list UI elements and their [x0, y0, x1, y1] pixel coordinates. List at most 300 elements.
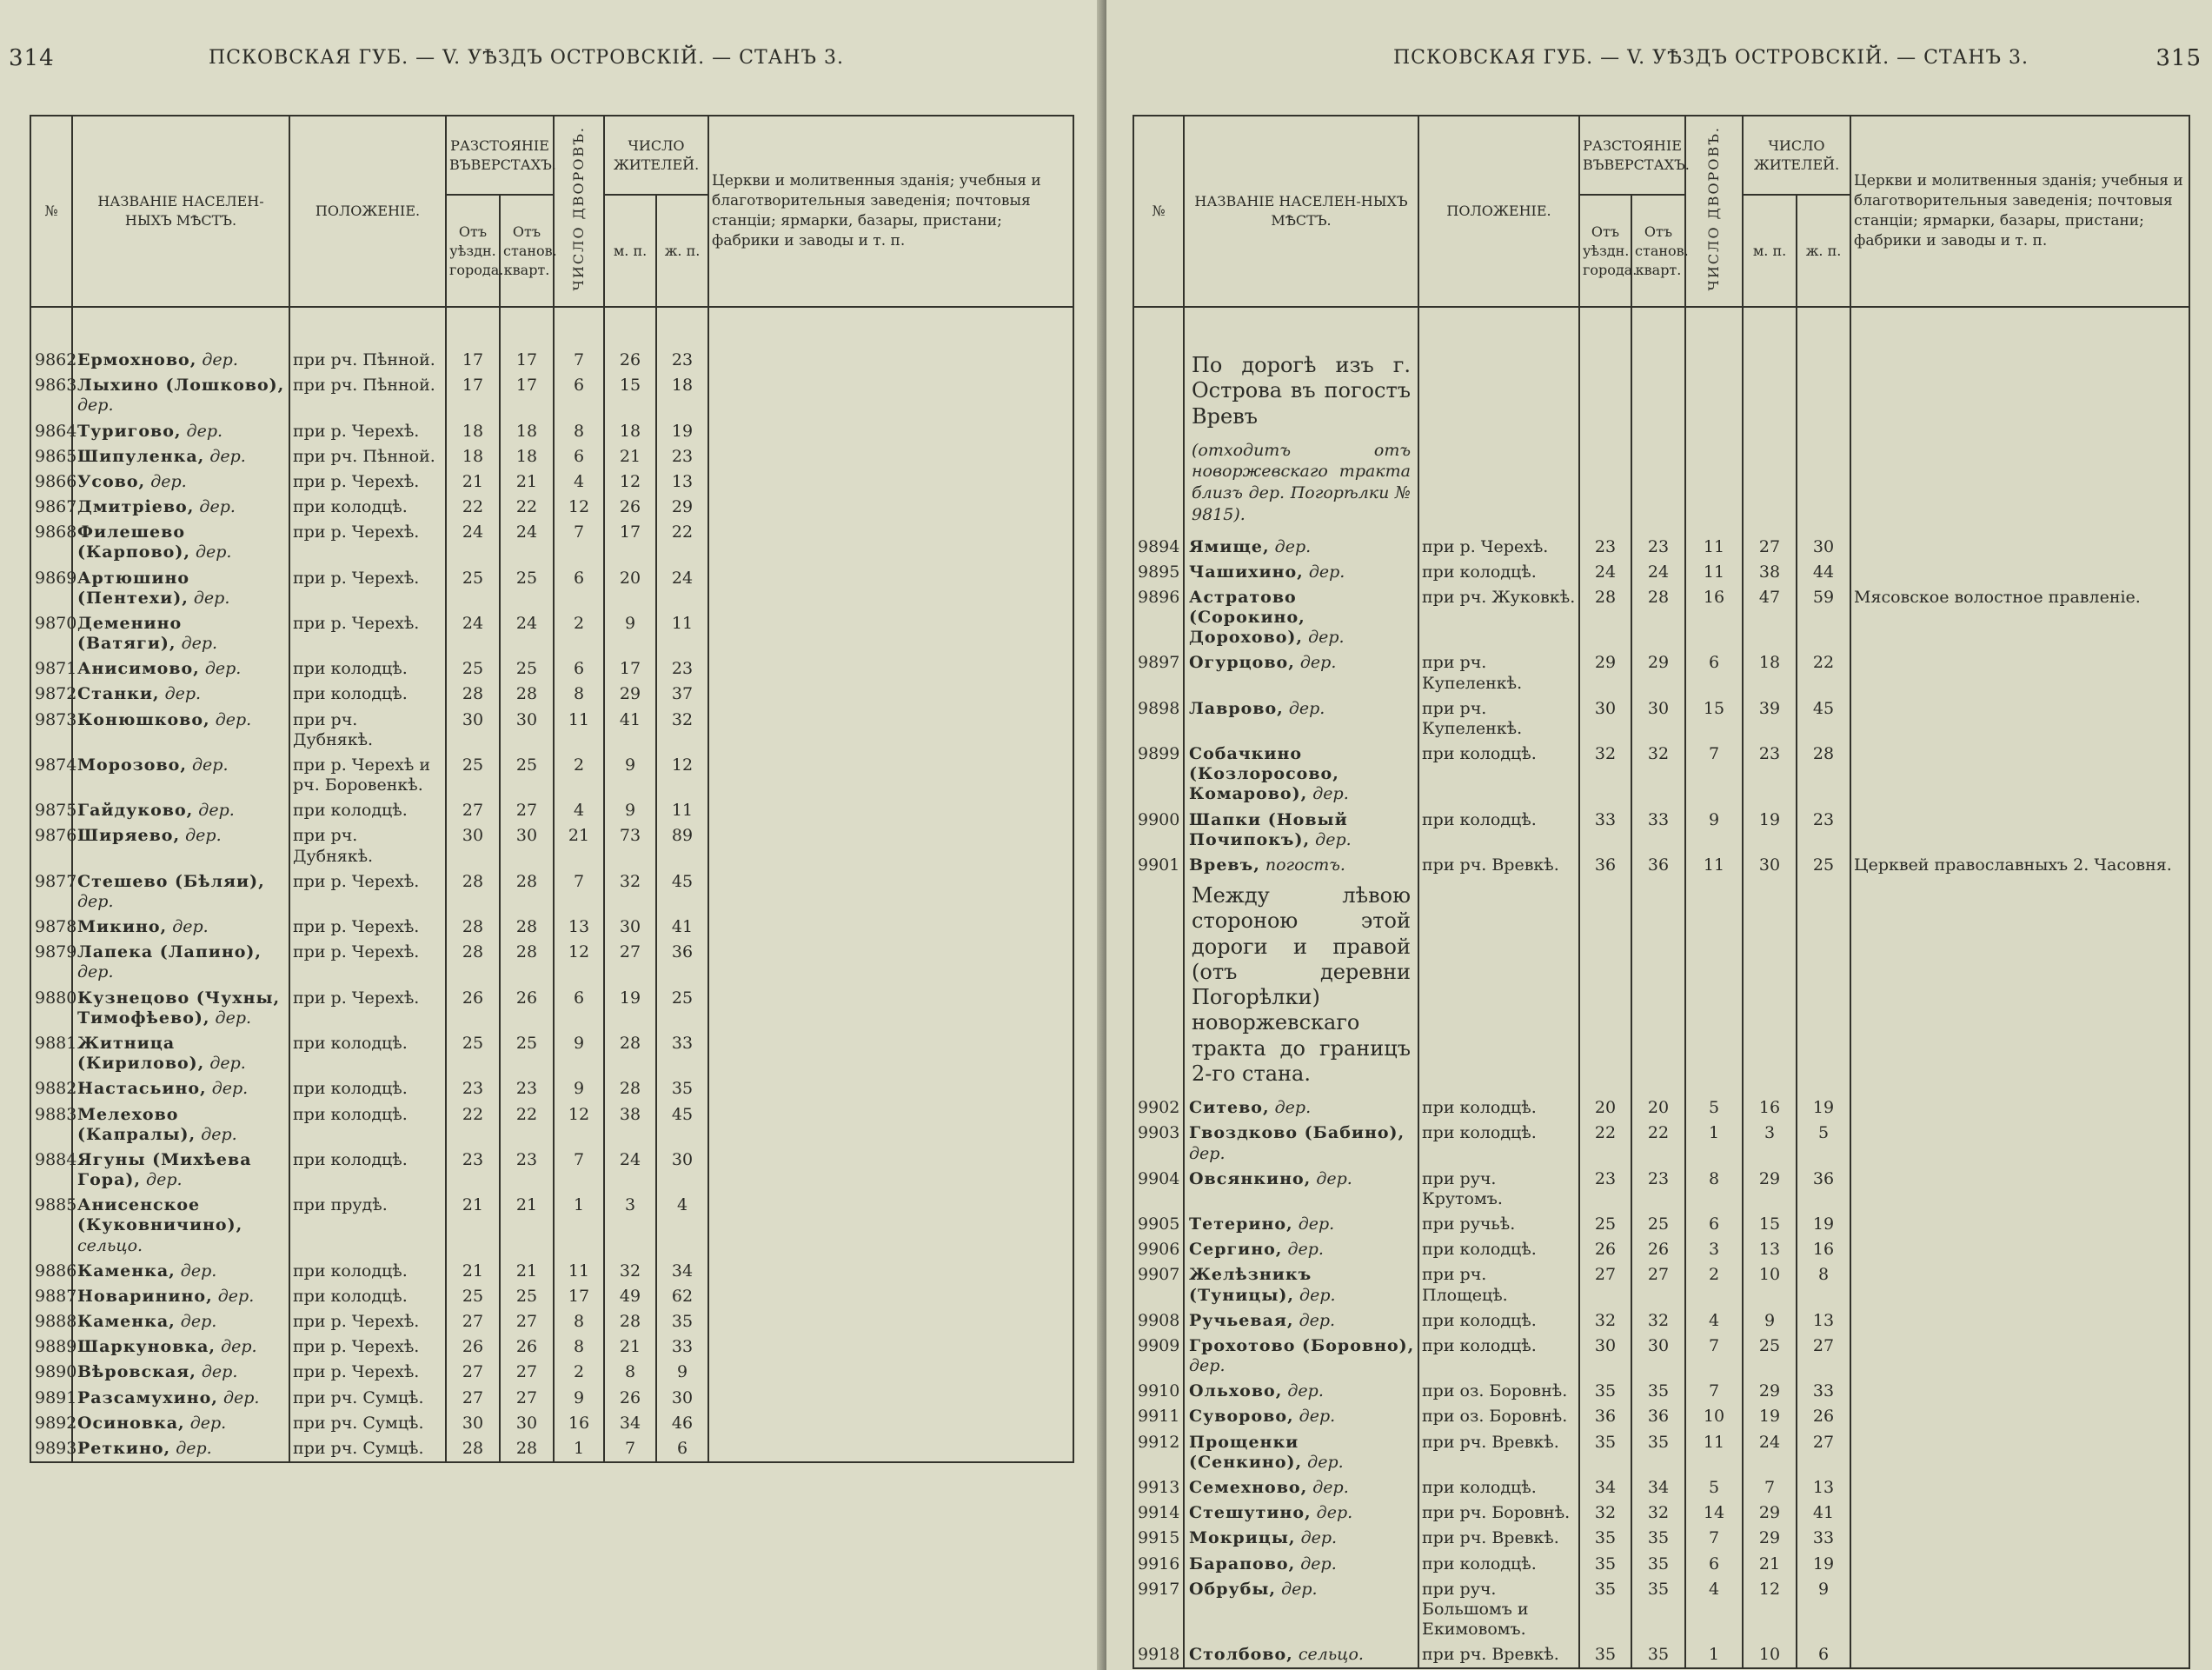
entry-female: 35	[656, 1076, 708, 1101]
entry-position: при колодцѣ.	[1418, 742, 1579, 808]
entry-distance-town: 27	[446, 1309, 500, 1334]
place-name: Стешево (Бѣляи),	[77, 871, 265, 891]
empty-cell	[1579, 878, 1631, 1095]
entry-position: при колодцѣ.	[289, 1031, 446, 1076]
table-row	[1133, 1308, 2189, 1334]
entry-number: 9878	[30, 915, 72, 940]
entry-notes	[1850, 1095, 2189, 1121]
col-dist-station: Отъ станов. кварт.	[500, 195, 554, 307]
entry-male: 34	[604, 1411, 656, 1436]
entry-name	[72, 373, 289, 418]
entry-number: 9908	[1133, 1308, 1184, 1334]
entry-households: 8	[554, 682, 604, 707]
entry-number: 9902	[1133, 1095, 1184, 1121]
table-row	[30, 1386, 1073, 1411]
entry-name	[72, 753, 289, 798]
entry-notes	[708, 656, 1073, 682]
entry-female: 45	[1797, 696, 1850, 742]
place-name: Каменка,	[77, 1312, 176, 1332]
entry-male: 25	[1743, 1334, 1797, 1379]
place-name: Лаврово,	[1189, 698, 1284, 718]
entry-male: 29	[1743, 1379, 1797, 1404]
entry-position: при р. Черехѣ.	[289, 1360, 446, 1385]
entry-male: 21	[604, 444, 656, 469]
entry-female: 19	[1797, 1552, 1850, 1577]
place-kind: дер.	[217, 1286, 255, 1306]
entry-distance-station: 35	[1631, 1379, 1685, 1404]
place-kind: дер.	[1299, 1407, 1336, 1427]
entry-notes	[708, 1360, 1073, 1385]
entry-name	[72, 611, 289, 656]
place-name: Стешутино,	[1189, 1503, 1312, 1523]
entry-households: 1	[554, 1193, 604, 1259]
entry-distance-station: 27	[500, 1309, 554, 1334]
place-kind: дер.	[192, 755, 229, 775]
entry-name	[1184, 1262, 1418, 1307]
entry-position: при р. Черехѣ.	[289, 419, 446, 444]
place-kind: дер.	[185, 826, 222, 846]
entry-position: при рч. Пѣнной.	[289, 444, 446, 469]
entry-number: 9896	[1133, 585, 1184, 651]
entry-distance-town: 28	[446, 869, 500, 915]
table-row	[30, 940, 1073, 985]
col-inhabitants: ЧИСЛО ЖИТЕЛЕЙ.	[604, 116, 708, 195]
entry-male: 9	[1743, 1308, 1797, 1334]
col-distance: РАЗСТОЯНІЕ ВЪВЕРСТАХЪ.	[446, 116, 554, 195]
entry-distance-town: 32	[1579, 742, 1631, 808]
entry-households: 11	[1685, 560, 1743, 585]
empty-cell	[1850, 878, 2189, 1095]
entry-male: 30	[1743, 853, 1797, 878]
entry-male: 18	[1743, 650, 1797, 695]
entry-households: 6	[1685, 650, 1743, 695]
table-row	[30, 986, 1073, 1031]
entry-male: 17	[604, 520, 656, 565]
table-row	[30, 869, 1073, 915]
entry-position: при рч. Купеленкѣ.	[1418, 650, 1579, 695]
entry-number: 9915	[1133, 1526, 1184, 1551]
entry-position: при рч. Дубнякѣ.	[289, 708, 446, 753]
entry-female: 13	[1797, 1308, 1850, 1334]
entry-female: 62	[656, 1284, 708, 1309]
entry-households: 16	[554, 1411, 604, 1436]
place-name: Суворово,	[1189, 1407, 1294, 1427]
entry-notes	[1850, 1167, 2189, 1212]
entry-notes	[708, 1102, 1073, 1148]
entry-position: при колодцѣ.	[289, 1148, 446, 1193]
entry-distance-town: 30	[1579, 1334, 1631, 1379]
entry-households: 9	[554, 1386, 604, 1411]
place-name: Шапки (Новый Почипокъ),	[1189, 809, 1348, 849]
entry-name	[1184, 1475, 1418, 1500]
entry-female: 32	[656, 708, 708, 753]
entry-distance-station: 25	[500, 656, 554, 682]
table-row	[1133, 853, 2189, 878]
place-name: Вѣровская,	[77, 1362, 196, 1382]
entry-number: 9867	[30, 495, 72, 520]
place-name: Конюшково,	[77, 709, 210, 729]
entry-households: 7	[554, 1148, 604, 1193]
entry-notes	[708, 915, 1073, 940]
empty-cell	[1133, 878, 1184, 1095]
entry-distance-town: 21	[446, 1259, 500, 1284]
table-row	[30, 1102, 1073, 1148]
place-name: Гайдуково,	[77, 801, 194, 821]
place-name: Мокрицы,	[1189, 1528, 1296, 1548]
entry-distance-town: 17	[446, 373, 500, 418]
table-row	[30, 1076, 1073, 1101]
entry-number: 9866	[30, 469, 72, 495]
entry-name	[1184, 535, 1418, 560]
entry-number: 9872	[30, 682, 72, 707]
table-row	[30, 708, 1073, 753]
place-kind: дер.	[199, 497, 236, 517]
table-row	[1133, 1404, 2189, 1429]
entry-distance-station: 21	[500, 469, 554, 495]
place-kind: дер.	[1299, 653, 1337, 673]
place-name: Микино,	[77, 917, 168, 937]
entry-notes	[708, 1259, 1073, 1284]
entry-households: 5	[1685, 1475, 1743, 1500]
entry-distance-station: 17	[500, 348, 554, 373]
col-distance: РАЗСТОЯНІЕ ВЪВЕРСТАХЪ.	[1579, 116, 1685, 195]
place-kind: дер.	[201, 1124, 237, 1144]
entry-position: при колодцѣ.	[289, 1102, 446, 1148]
entry-households: 13	[554, 915, 604, 940]
place-kind: дер.	[211, 1079, 249, 1099]
entry-distance-station: 26	[500, 1334, 554, 1360]
entry-distance-town: 35	[1579, 1526, 1631, 1551]
entry-position: при р. Черехѣ и рч. Боровенкѣ.	[289, 753, 446, 798]
entry-female: 30	[656, 1386, 708, 1411]
entry-households: 1	[1685, 1121, 1743, 1166]
place-name: Чашихино,	[1189, 562, 1304, 582]
table-row	[1133, 1552, 2189, 1577]
entry-notes	[708, 753, 1073, 798]
entry-male: 73	[604, 823, 656, 868]
entry-name	[72, 1031, 289, 1076]
entry-position: при колодцѣ.	[289, 1076, 446, 1101]
entry-distance-station: 24	[500, 611, 554, 656]
entry-households: 2	[554, 753, 604, 798]
table-row	[30, 1309, 1073, 1334]
entry-position: при рч. Дубнякѣ.	[289, 823, 446, 868]
col-notes: Церкви и молитвенныя зданія; учебныя и благотворительныя заведенія; почтовыя станціи; ярмарки, базары, пристани; фабрики и заводы и т. п.	[1850, 116, 2189, 307]
place-name: Разсамухино,	[77, 1387, 218, 1407]
entry-households: 8	[554, 1334, 604, 1360]
entry-households: 5	[1685, 1095, 1743, 1121]
entry-notes: Мясовское волостное правленіе.	[1850, 585, 2189, 651]
table-row	[1133, 650, 2189, 695]
place-name: Житница (Кирилово),	[77, 1033, 205, 1074]
entry-notes	[708, 1284, 1073, 1309]
entry-distance-town: 26	[446, 986, 500, 1031]
entry-male: 9	[604, 753, 656, 798]
entry-male: 28	[604, 1076, 656, 1101]
table-row	[1133, 1212, 2189, 1237]
place-name: Сергино,	[1189, 1240, 1283, 1260]
entry-position: при колодцѣ.	[1418, 1121, 1579, 1166]
entry-number: 9901	[1133, 853, 1184, 878]
entry-distance-station: 36	[1631, 853, 1685, 878]
entry-households: 2	[554, 1360, 604, 1385]
running-header	[1106, 45, 2212, 80]
entry-female: 45	[656, 869, 708, 915]
col-male: м. п.	[604, 195, 656, 307]
entry-male: 15	[1743, 1212, 1797, 1237]
entry-name	[1184, 1308, 1418, 1334]
entry-distance-station: 25	[500, 1031, 554, 1076]
entry-distance-town: 35	[1579, 1552, 1631, 1577]
table-row	[30, 1148, 1073, 1193]
place-name: Гвоздково (Бабино),	[1189, 1123, 1405, 1143]
entry-distance-town: 25	[446, 753, 500, 798]
entry-number: 9862	[30, 348, 72, 373]
entry-male: 27	[604, 940, 656, 985]
col-households-label: ЧИСЛО ДВОРОВЪ.	[1705, 126, 1723, 291]
entry-distance-town: 27	[1579, 1262, 1631, 1307]
entry-female: 33	[1797, 1526, 1850, 1551]
place-name: Усово,	[77, 471, 146, 491]
entry-position: при рч. Пѣнной.	[289, 348, 446, 373]
entry-number: 9885	[30, 1193, 72, 1259]
entry-number: 9890	[30, 1360, 72, 1385]
entry-households: 1	[1685, 1642, 1743, 1668]
entry-households: 11	[1685, 535, 1743, 560]
table-row	[1133, 1237, 2189, 1262]
place-name: Туригово,	[77, 421, 182, 441]
place-kind: дер.	[1274, 1098, 1312, 1118]
table-row	[30, 1334, 1073, 1360]
table-row	[30, 915, 1073, 940]
entry-name	[72, 1360, 289, 1385]
table-row	[30, 444, 1073, 469]
place-kind: дер.	[186, 421, 223, 441]
table-row	[1133, 1095, 2189, 1121]
entry-households: 9	[554, 1076, 604, 1101]
entry-name	[72, 1076, 289, 1101]
place-kind: дер.	[1287, 1381, 1324, 1401]
entry-male: 3	[604, 1193, 656, 1259]
entry-female: 9	[1797, 1577, 1850, 1643]
entry-distance-town: 34	[1579, 1475, 1631, 1500]
entry-distance-station: 30	[500, 823, 554, 868]
entry-female: 5	[1797, 1121, 1850, 1166]
entry-distance-station: 25	[500, 753, 554, 798]
empty-cell	[1797, 878, 1850, 1095]
entry-distance-town: 24	[1579, 560, 1631, 585]
place-name: Станки,	[77, 684, 160, 704]
entry-notes	[708, 682, 1073, 707]
place-kind: дер.	[180, 1261, 217, 1281]
entry-distance-station: 25	[500, 1284, 554, 1309]
table-row	[30, 753, 1073, 798]
entry-notes	[708, 373, 1073, 418]
col-dist-station: Отъ станов. кварт.	[1631, 195, 1685, 307]
col-number: №	[30, 116, 72, 307]
entry-households: 2	[1685, 1262, 1743, 1307]
register-table-left	[30, 115, 1074, 1463]
entry-female: 23	[1797, 808, 1850, 853]
entry-female: 46	[656, 1411, 708, 1436]
entry-male: 29	[1743, 1167, 1797, 1212]
entry-distance-station: 26	[1631, 1237, 1685, 1262]
entry-distance-station: 30	[500, 1411, 554, 1436]
entry-households: 6	[554, 566, 604, 611]
page-number: 315	[2156, 45, 2202, 71]
entry-male: 9	[604, 611, 656, 656]
entry-notes	[1850, 1237, 2189, 1262]
entry-households: 11	[554, 1259, 604, 1284]
entry-households: 4	[554, 798, 604, 823]
table-row	[30, 348, 1073, 373]
place-name: Астратово (Сорокино, Дорохово),	[1189, 587, 1305, 648]
entry-name	[1184, 1212, 1418, 1237]
entry-distance-station: 30	[500, 708, 554, 753]
entry-notes	[1850, 1475, 2189, 1500]
entry-name	[72, 520, 289, 565]
entry-female: 16	[1797, 1237, 1850, 1262]
entry-number: 9911	[1133, 1404, 1184, 1429]
table-row	[1133, 1475, 2189, 1500]
entry-female: 41	[656, 915, 708, 940]
entry-notes	[708, 469, 1073, 495]
entry-number: 9886	[30, 1259, 72, 1284]
entry-name	[72, 1334, 289, 1360]
entry-number: 9917	[1133, 1577, 1184, 1643]
place-name: Ягуны (Михѣева Гора),	[77, 1149, 252, 1190]
entry-distance-town: 35	[1579, 1577, 1631, 1643]
entry-distance-town: 26	[1579, 1237, 1631, 1262]
entry-households: 7	[554, 520, 604, 565]
entry-number: 9909	[1133, 1334, 1184, 1379]
table-row	[1133, 535, 2189, 560]
entry-name	[72, 419, 289, 444]
place-name: Настасьино,	[77, 1079, 207, 1099]
entry-female: 6	[1797, 1642, 1850, 1668]
entry-distance-town: 36	[1579, 853, 1631, 878]
place-name: Морозово,	[77, 755, 187, 775]
entry-notes	[1850, 1334, 2189, 1379]
col-number: №	[1133, 116, 1184, 307]
entry-distance-town: 28	[446, 940, 500, 985]
entry-distance-station: 32	[1631, 1308, 1685, 1334]
entry-male: 16	[1743, 1095, 1797, 1121]
place-name: Кузнецово (Чухны, Тимофѣево),	[77, 988, 281, 1028]
entry-notes	[1850, 1430, 2189, 1475]
entry-female: 45	[656, 1102, 708, 1148]
table-row	[30, 682, 1073, 707]
page-header-title: ПСКОВСКАЯ ГУБ. — V. УѢЗДЪ ОСТРОВСКІЙ. — СТАНЪ 3.	[1393, 47, 2029, 69]
entry-name	[1184, 560, 1418, 585]
table-row	[1133, 1167, 2189, 1212]
table-row	[1133, 808, 2189, 853]
entry-notes	[708, 1386, 1073, 1411]
entry-female: 28	[1797, 742, 1850, 808]
entry-notes	[708, 823, 1073, 868]
entry-female: 25	[1797, 853, 1850, 878]
entry-position: при рч. Боровнѣ.	[1418, 1500, 1579, 1526]
entry-name	[72, 444, 289, 469]
entry-number: 9887	[30, 1284, 72, 1309]
entry-name	[1184, 742, 1418, 808]
entry-notes	[708, 1031, 1073, 1076]
section-between-roads-title: Между лѣвою стороною этой дороги и правой (отъ деревни Погорѣлки) новоржевскаго тракта до границъ 2-го стана.	[1184, 878, 1418, 1095]
entry-position: при колодцѣ.	[289, 656, 446, 682]
empty-cell	[1743, 878, 1797, 1095]
entry-female: 13	[656, 469, 708, 495]
entry-name	[72, 940, 289, 985]
entry-distance-town: 22	[1579, 1121, 1631, 1166]
entry-position: при рч. Сумцѣ.	[289, 1411, 446, 1436]
place-kind: дер.	[1308, 562, 1345, 582]
entry-notes	[708, 1309, 1073, 1334]
entry-distance-station: 27	[500, 1386, 554, 1411]
entry-male: 24	[604, 1148, 656, 1193]
place-kind: дер.	[164, 684, 202, 704]
entry-distance-town: 25	[446, 566, 500, 611]
table-row	[30, 1360, 1073, 1385]
entry-female: 13	[1797, 1475, 1850, 1500]
place-kind: дер.	[193, 588, 230, 608]
entry-number: 9868	[30, 520, 72, 565]
section-note-text: (отходитъ отъ новоржевскаго тракта близъ дер. Погорѣлки № 9815).	[1192, 440, 1411, 524]
entry-male: 29	[1743, 1526, 1797, 1551]
col-notes: Церкви и молитвенныя зданія; учебныя и благотворительныя заведенія; почтовыя станціи; ярмарки, базары, пристани; фабрики и заводы и т. п.	[708, 116, 1073, 307]
entry-name	[72, 656, 289, 682]
entry-female: 36	[656, 940, 708, 985]
col-households	[1685, 116, 1743, 307]
entry-female: 44	[1797, 560, 1850, 585]
place-kind: дер.	[1312, 784, 1349, 804]
entry-distance-station: 25	[500, 566, 554, 611]
entry-households: 10	[1685, 1404, 1743, 1429]
entry-name	[1184, 1167, 1418, 1212]
right-page	[1106, 0, 2212, 1670]
entry-number: 9883	[30, 1102, 72, 1148]
entry-name	[1184, 1642, 1418, 1668]
entry-position: при колодцѣ.	[1418, 1308, 1579, 1334]
entry-households: 9	[554, 1031, 604, 1076]
place-kind: дер.	[176, 1438, 212, 1458]
entry-notes	[1850, 1379, 2189, 1404]
entry-distance-station: 22	[1631, 1121, 1685, 1166]
entry-notes	[1850, 742, 2189, 808]
entry-distance-town: 23	[446, 1148, 500, 1193]
entry-position: при колодцѣ.	[1418, 1237, 1579, 1262]
entry-notes	[1850, 1500, 2189, 1526]
entry-distance-town: 28	[446, 682, 500, 707]
entry-number: 9912	[1133, 1430, 1184, 1475]
entry-name	[72, 708, 289, 753]
place-kind: дер.	[146, 1170, 183, 1190]
entry-distance-town: 30	[446, 1411, 500, 1436]
place-kind: сельцо.	[77, 1235, 143, 1255]
entry-notes	[1850, 1262, 2189, 1307]
entry-position: при ручьѣ.	[1418, 1212, 1579, 1237]
place-name: Желѣзникъ (Туницы),	[1189, 1265, 1312, 1305]
place-kind: дер.	[201, 1362, 238, 1382]
register-rows-right	[1133, 307, 2189, 1668]
entry-households: 21	[554, 823, 604, 868]
entry-number: 9916	[1133, 1552, 1184, 1577]
entry-position: при колодцѣ.	[289, 682, 446, 707]
entry-number: 9871	[30, 656, 72, 682]
place-kind: погостъ.	[1265, 855, 1345, 875]
entry-male: 30	[604, 915, 656, 940]
place-name: Овсянкино,	[1189, 1168, 1312, 1188]
place-name: Столбово,	[1189, 1645, 1293, 1665]
